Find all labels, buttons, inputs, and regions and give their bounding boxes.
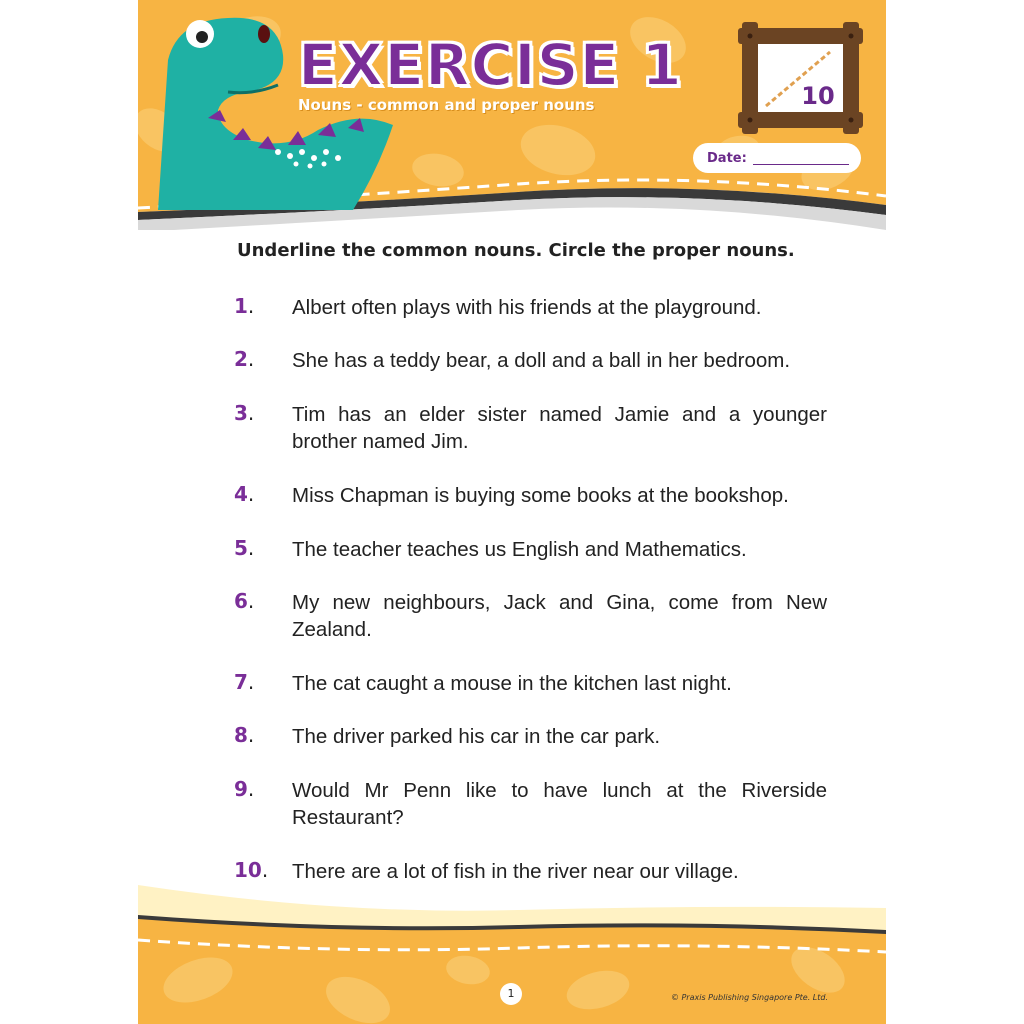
question-item (234, 347, 834, 407)
question-number: 2. (234, 347, 255, 371)
question-item (234, 589, 834, 649)
question-item (234, 536, 834, 596)
copyright-text: © Praxis Publishing Singapore Pte. Ltd. (670, 993, 828, 1002)
question-number: 8. (234, 723, 255, 747)
question-number: 7. (234, 670, 255, 694)
instruction-text: Underline the common nouns. Circle the proper nouns. (237, 240, 795, 261)
date-label: Date: (707, 151, 747, 166)
question-item (234, 482, 834, 542)
question-text: Would Mr Penn like to have lunch at the Riverside Restaurant? (292, 779, 827, 829)
exercise-title: EXERCISE 1 (298, 31, 683, 99)
question-item (234, 723, 834, 783)
page-number: 1 (500, 983, 522, 1005)
exercise-subtitle: Nouns - common and proper nouns (298, 96, 595, 114)
worksheet-page (138, 0, 886, 1024)
question-number: 1. (234, 294, 255, 318)
question-text: My new neighbours, Jack and Gina, come from New Zealand. (292, 591, 827, 641)
question-text: There are a lot of fish in the river near our village. (292, 860, 739, 883)
question-item (234, 670, 834, 730)
question-text: Albert often plays with his friends at the playground. (292, 296, 762, 319)
date-blank-line (753, 164, 849, 165)
question-text: The teacher teaches us English and Mathematics. (292, 538, 747, 561)
score-total: 10 (801, 82, 835, 110)
worksheet-header (138, 0, 886, 230)
question-number: 10. (234, 858, 269, 882)
question-item (234, 777, 834, 837)
score-frame-icon (738, 22, 863, 134)
question-text: The cat caught a mouse in the kitchen last night. (292, 672, 732, 695)
question-number: 9. (234, 777, 255, 801)
question-number: 6. (234, 589, 255, 613)
question-number: 5. (234, 536, 255, 560)
question-text: Tim has an elder sister named Jamie and a younger brother named Jim. (292, 403, 827, 453)
question-number: 3. (234, 401, 255, 425)
question-item (234, 401, 834, 461)
question-text: Miss Chapman is buying some books at the bookshop. (292, 484, 789, 507)
question-number: 4. (234, 482, 255, 506)
question-text: She has a teddy bear, a doll and a ball in her bedroom. (292, 349, 791, 372)
question-item (234, 294, 834, 354)
date-field[interactable] (693, 143, 861, 173)
question-text: The driver parked his car in the car park. (292, 725, 661, 748)
